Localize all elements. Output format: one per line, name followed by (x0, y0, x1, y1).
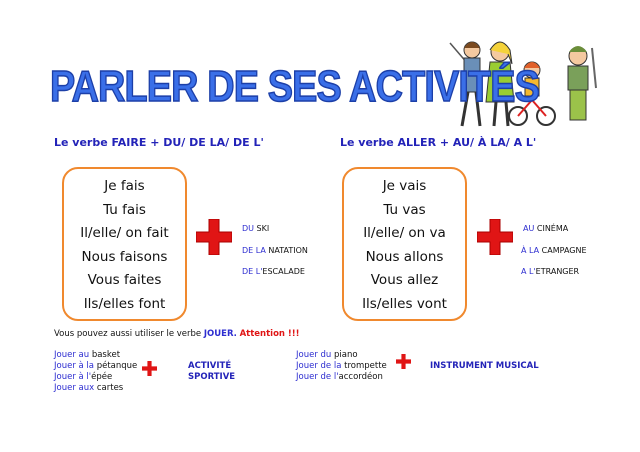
conjugation-line: Vous faites (87, 272, 162, 289)
faire-examples (242, 218, 308, 283)
example-item: À LA CAMPAGNE (521, 245, 587, 255)
music-category: INSTRUMENT MUSICAL (430, 361, 539, 371)
jouer-sport-list (54, 350, 137, 394)
example-item: DE L'ESCALADE (242, 267, 305, 276)
jouer-music-list (296, 350, 387, 383)
conjugation-line: Tu fais (103, 201, 146, 218)
conjugation-line: Ils/elles vont (362, 295, 447, 312)
conjugation-line: Nous allons (365, 248, 444, 265)
example-item: DE LA NATATION (242, 245, 308, 255)
list-item: Jouer de la trompette (296, 361, 387, 371)
plus-icon (196, 219, 232, 255)
example-item: DU SKI (242, 224, 270, 233)
faire-conjugation-box (62, 167, 187, 321)
plus-icon (477, 219, 513, 255)
conjugation-line: Vous allez (370, 272, 439, 289)
plus-icon (142, 361, 157, 376)
conjugation-line: Je fais (104, 178, 145, 194)
aller-conjugation-box (342, 167, 467, 321)
list-item: Jouer à l'épée (54, 372, 113, 382)
conjugation-line: Nous faisons (81, 248, 168, 265)
jouer-intro: Vous pouvez aussi utiliser le verbe JOUER. Attention !!! (54, 329, 300, 339)
example-item: A L'ETRANGER (521, 267, 580, 276)
conjugation-line: Il/elle/ on va (363, 225, 446, 242)
conjugation-line: Tu vas (383, 201, 426, 218)
example-item: AU CINÉMA (523, 224, 569, 233)
aller-examples (521, 218, 587, 283)
list-item: Jouer au basket (54, 350, 121, 360)
faire-heading: Le verbe FAIRE + DU/ DE LA/ DE L' (54, 136, 264, 149)
list-item: Jouer à la pétanque (54, 361, 138, 371)
list-item: Jouer du piano (296, 350, 358, 360)
page-title: PARLER DE SES ACTIVITÉS (50, 62, 540, 111)
aller-heading: Le verbe ALLER + AU/ À LA/ A L' (340, 136, 537, 149)
list-item: Jouer de l'accordéon (296, 372, 383, 382)
list-item: Jouer aux cartes (54, 383, 124, 393)
plus-icon (396, 354, 411, 369)
conjugation-line: Je vais (382, 178, 427, 194)
sport-category: ACTIVITÉ SPORTIVE (188, 361, 236, 382)
conjugation-line: Ils/elles font (83, 295, 166, 312)
conjugation-line: Il/elle/ on fait (80, 225, 169, 242)
